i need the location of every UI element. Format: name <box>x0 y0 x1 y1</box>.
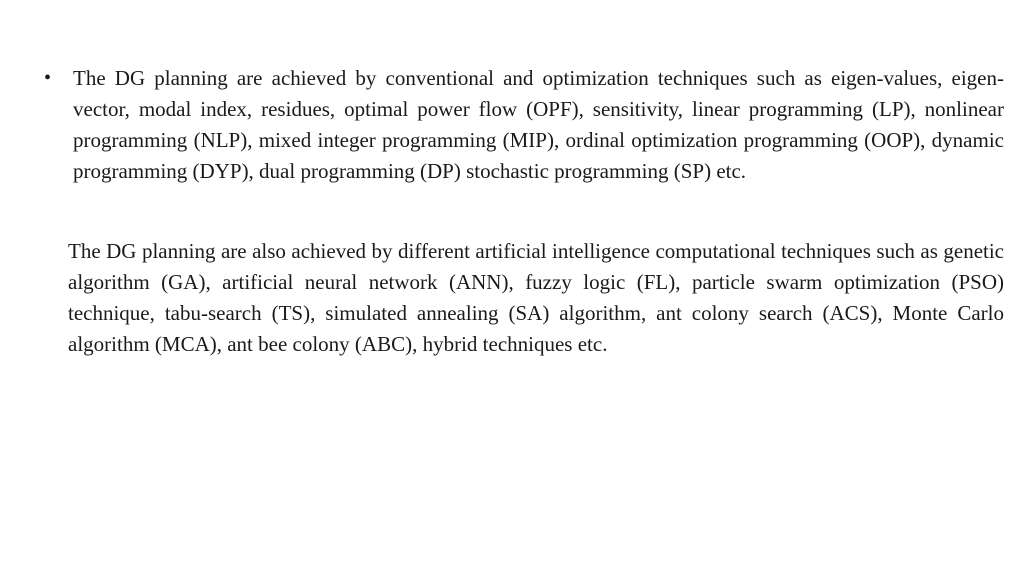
bullet-marker: • <box>44 67 52 89</box>
bullet-item <box>44 63 1004 187</box>
body-paragraph: The DG planning are also achieved by different artificial intelligence computational techniques such as genetic algorithm (GA), artificial neural network (ANN), fuzzy logic (FL), particle swarm optimization (PSO) technique, tabu-search (TS), simulated annealing (SA) algorithm, ant colony search (ACS), Monte Carlo algorithm (MCA), ant bee colony (ABC), hybrid techniques etc. <box>68 239 1004 356</box>
bullet-text: The DG planning are achieved by conventional and optimization techniques such as eigen-values, eigen-vector, modal index, residues, optimal power flow (OPF), sensitivity, linear programming (LP), nonlinear programming (NLP), mixed integer programming (MIP), ordinal optimization programming (OOP), dynamic programming (DYP), dual programming (DP) stochastic programming (SP) etc. <box>73 66 1004 183</box>
